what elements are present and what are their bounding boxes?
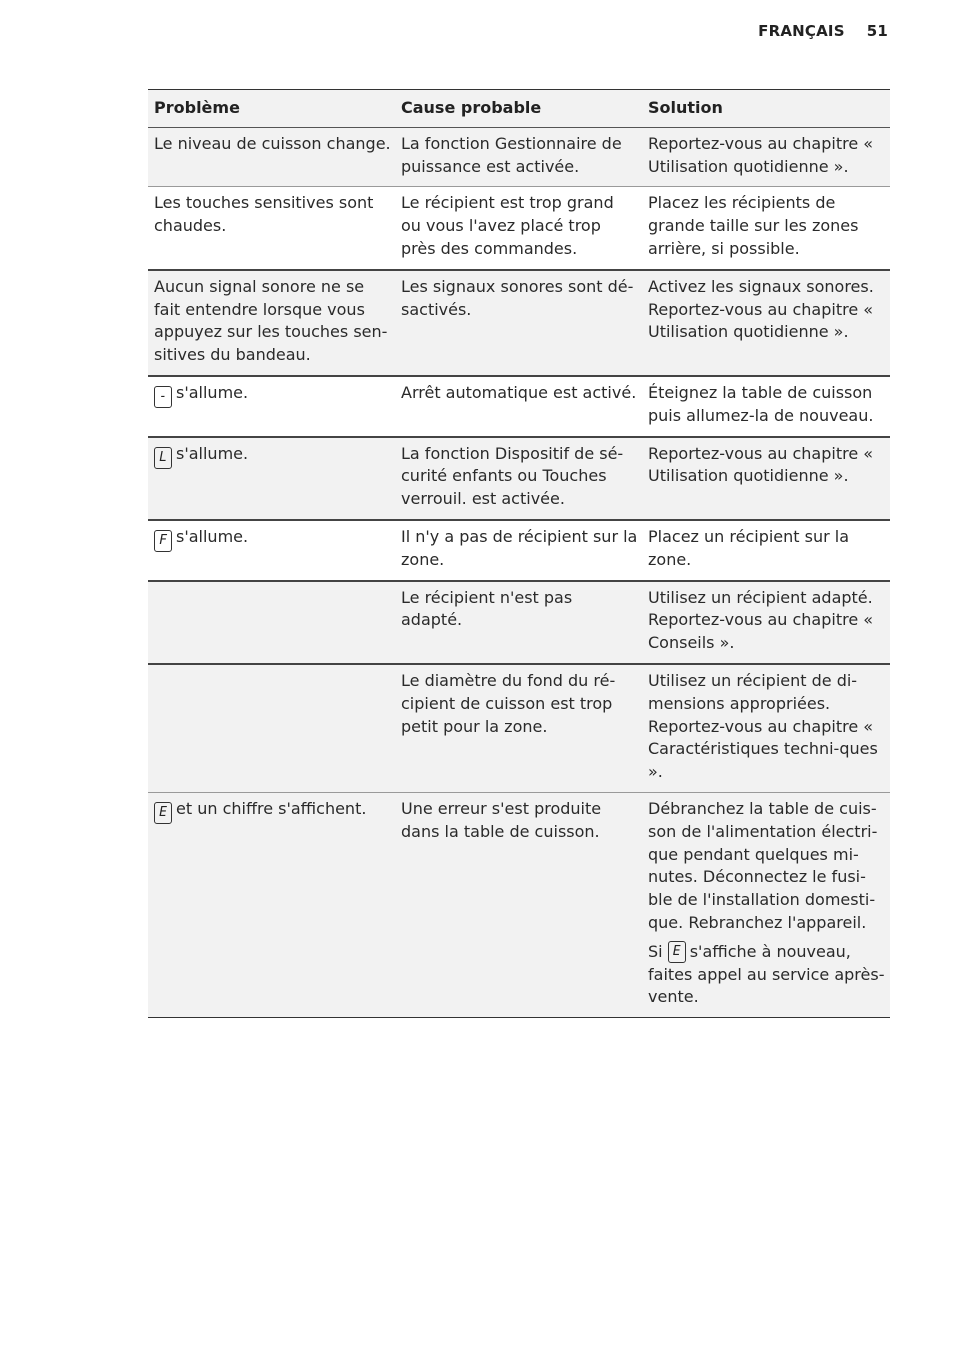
solution-cell: Placez un récipient sur la zone.: [642, 520, 890, 581]
solution-cell: Utilisez un récipient adapté. Reportez-vous au chapitre « Conseils ».: [642, 581, 890, 664]
problem-cell: [148, 581, 395, 664]
solution-cell: Reportez-vous au chapitre « Utilisation quotidienne ».: [642, 437, 890, 520]
problem-cell: [148, 664, 395, 792]
table-row: [148, 437, 890, 520]
page-number: 51: [866, 22, 888, 40]
page-header: [758, 22, 888, 40]
solution-cell: Activez les signaux sonores. Reportez-vous au chapitre « Utilisation quotidienne ».: [642, 270, 890, 376]
table-header-row: [148, 90, 890, 128]
solution-text: Débranchez la table de cuis-son de l'alimentation électri-que pendant quelques mi-nutes. Déconnectez le fusi-ble de l'installation domesti-que. Rebranchez l'appareil.: [648, 798, 878, 932]
problem-cell: [148, 520, 395, 581]
problem-text: s'allume.: [176, 382, 249, 402]
solution-cell: Reportez-vous au chapitre « Utilisation quotidienne ».: [642, 127, 890, 187]
display-e-icon: E: [154, 802, 172, 824]
cause-cell: Le récipient n'est pas adapté.: [395, 581, 642, 664]
cause-cell: Une erreur s'est produite dans la table de cuisson.: [395, 792, 642, 1017]
display-dash-icon: -: [154, 386, 172, 408]
cause-cell: Le diamètre du fond du ré-cipient de cuisson est trop petit pour la zone.: [395, 664, 642, 792]
solution-extra-text: s'affiche à nouveau, faites appel au service après-vente.: [648, 941, 885, 1007]
problem-cell: [148, 437, 395, 520]
cause-cell: Les signaux sonores sont dé-sactivés.: [395, 270, 642, 376]
solution-extra-prefix: Si: [648, 941, 663, 961]
solution-cell: Éteignez la table de cuisson puis allumez-la de nouveau.: [642, 376, 890, 437]
problem-text: s'allume.: [176, 443, 249, 463]
problem-cell: [148, 792, 395, 1017]
language-label: FRANÇAIS: [758, 22, 845, 40]
problem-cell: Les touches sensitives sont chaudes.: [148, 187, 395, 270]
table-row: [148, 581, 890, 664]
header-problem: Problème: [148, 90, 395, 128]
cause-cell: Arrêt automatique est activé.: [395, 376, 642, 437]
problem-cell: Aucun signal sonore ne se fait entendre lorsque vous appuyez sur les touches sen-sitives du bandeau.: [148, 270, 395, 376]
table-row: [148, 187, 890, 270]
display-e-icon: E: [668, 941, 686, 963]
solution-cell: Utilisez un récipient de di-mensions appropriées. Reportez-vous au chapitre « Caractéristiques techni-ques ».: [642, 664, 890, 792]
problem-text: s'allume.: [176, 526, 249, 546]
cause-cell: Le récipient est trop grand ou vous l'avez placé trop près des commandes.: [395, 187, 642, 270]
solution-cell: Placez les récipients de grande taille sur les zones arrière, si possible.: [642, 187, 890, 270]
display-f-icon: F: [154, 530, 172, 552]
table-row: [148, 376, 890, 437]
header-cause: Cause probable: [395, 90, 642, 128]
table-row: [148, 270, 890, 376]
troubleshooting-table: [148, 89, 890, 1018]
cause-cell: Il n'y a pas de récipient sur la zone.: [395, 520, 642, 581]
problem-text: et un chiffre s'affichent.: [176, 798, 367, 818]
display-l-icon: L: [154, 447, 172, 469]
cause-cell: La fonction Dispositif de sé-curité enfants ou Touches verrouil. est activée.: [395, 437, 642, 520]
solution-extra: [648, 941, 886, 1009]
table-row: [148, 127, 890, 187]
cause-cell: La fonction Gestionnaire de puissance est activée.: [395, 127, 642, 187]
table-row: [148, 520, 890, 581]
problem-cell: [148, 376, 395, 437]
header-solution: Solution: [642, 90, 890, 128]
problem-cell: Le niveau de cuisson change.: [148, 127, 395, 187]
solution-cell: [642, 792, 890, 1017]
table-row: [148, 792, 890, 1017]
table-row: [148, 664, 890, 792]
